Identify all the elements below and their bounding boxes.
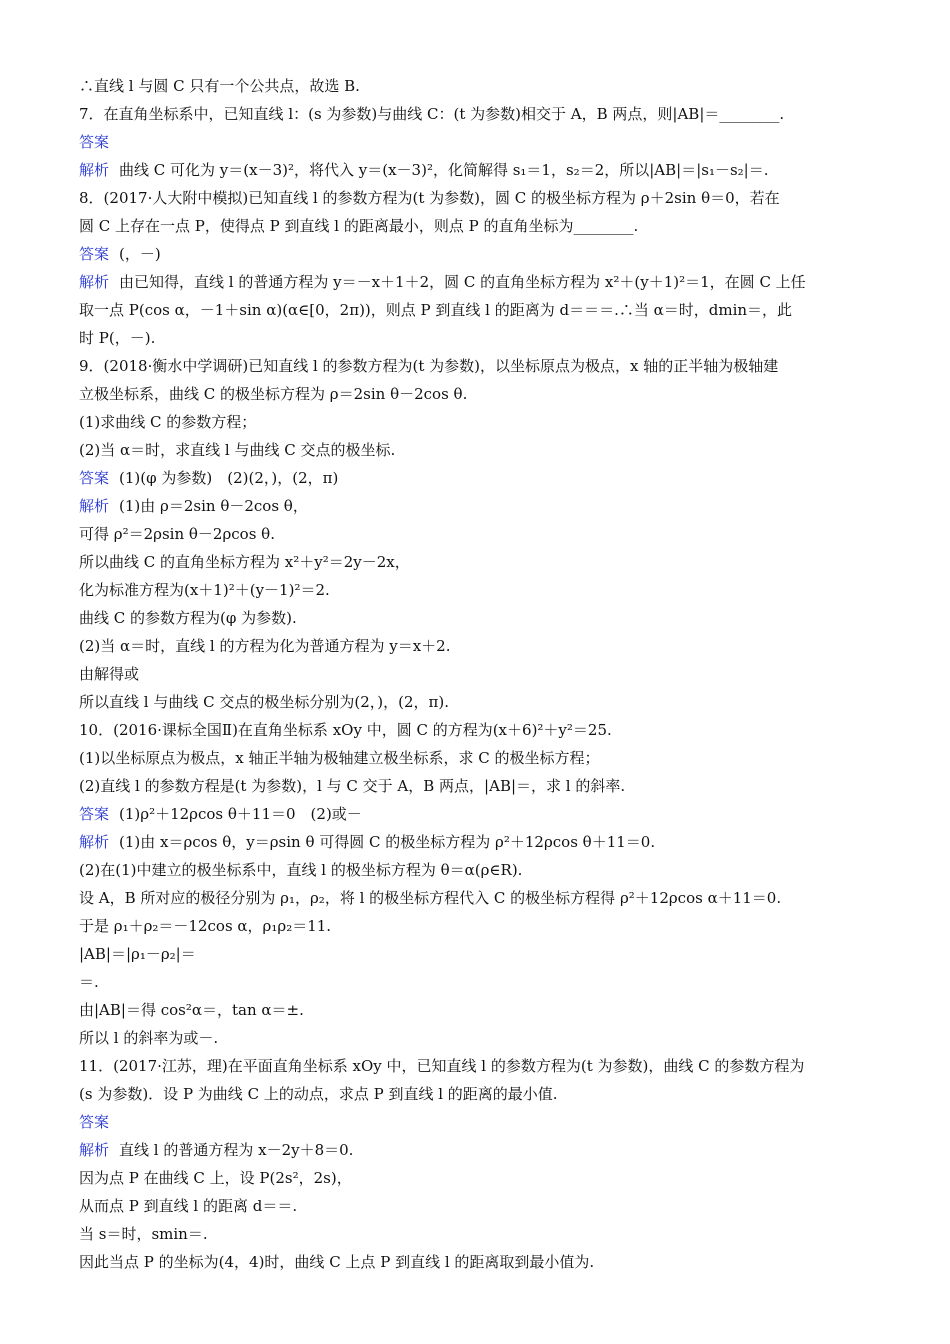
analysis-label: 解析 — [79, 273, 110, 291]
question-9: 9．(2018·衡水中学调研)已知直线 l 的参数方程为(t 为参数)，以坐标原点为极点，x 轴的正半轴为极轴建 — [79, 357, 779, 375]
text-line: 由|AB|＝得 cos²α＝，tan α＝±. — [79, 1001, 304, 1019]
text-line: (2)直线 l 的参数方程是(t 为参数)，l 与 C 交于 A，B 两点，|AB|＝，求 l 的斜率. — [79, 777, 626, 795]
text-line: 从而点 P 到直线 l 的距离 d＝＝. — [79, 1197, 298, 1215]
text-line: 于是 ρ₁＋ρ₂＝－12cos α，ρ₁ρ₂＝11. — [79, 917, 332, 935]
text-line: 因为点 P 在曲线 C 上，设 P(2s²，2s)， — [79, 1169, 352, 1187]
text-line: ∴直线 l 与圆 C 只有一个公共点，故选 B. — [79, 77, 360, 95]
question-10: 10．(2016·课标全国Ⅱ)在直角坐标系 xOy 中，圆 C 的方程为(x＋6)²＋y²＝25. — [79, 721, 612, 739]
answer-line: 答案 (1)ρ²＋12ρcos θ＋11＝0 (2)或－ — [79, 805, 362, 823]
text-line: (s 为参数)．设 P 为曲线 C 上的动点，求点 P 到直线 l 的距离的最小值. — [79, 1085, 558, 1103]
answer-line — [79, 128, 879, 156]
analysis-line: 解析 曲线 C 可化为 y＝(x－3)²，将代入 y＝(x－3)²，化简解得 s₁＝1，s₂＝2，所以|AB|＝|s₁－s₂|＝. — [79, 161, 769, 179]
text-line: 所以曲线 C 的直角坐标方程为 x²＋y²＝2y－2x， — [79, 553, 410, 571]
text-line: 因此当点 P 的坐标为(4，4)时，曲线 C 上点 P 到直线 l 的距离取到最小值为. — [79, 1253, 595, 1271]
analysis-line: 解析 (1)由 x＝ρcos θ，y＝ρsin θ 可得圆 C 的极坐标方程为 ρ²＋12ρcos θ＋11＝0. — [79, 833, 656, 851]
analysis-label: 解析 — [79, 833, 110, 851]
text-line: (1)以坐标原点为极点，x 轴正半轴为极轴建立极坐标系，求 C 的极坐标方程； — [79, 749, 600, 767]
answer-line: 答案 (，－) — [79, 245, 161, 263]
analysis-line: 解析 由已知得，直线 l 的普通方程为 y＝－x＋1＋2，圆 C 的直角坐标方程为 x²＋(y＋1)²＝1，在圆 C 上任 — [79, 273, 806, 291]
text-line: (2)当 α＝时，直线 l 的方程为化为普通方程为 y＝x＋2. — [79, 637, 451, 655]
answer-label: 答案 — [79, 1113, 110, 1131]
answer-line — [79, 1108, 879, 1136]
analysis-label: 解析 — [79, 161, 110, 179]
text-line: 可得 ρ²＝2ρsin θ－2ρcos θ. — [79, 525, 275, 543]
answer-label: 答案 — [79, 805, 110, 823]
text-line: (2)当 α＝时，求直线 l 与曲线 C 交点的极坐标. — [79, 441, 396, 459]
text-line: 曲线 C 的参数方程为(φ 为参数). — [79, 609, 297, 627]
analysis-line: 解析 直线 l 的普通方程为 x－2y＋8＝0. — [79, 1141, 354, 1159]
text-line: (2)在(1)中建立的极坐标系中，直线 l 的极坐标方程为 θ＝α(ρ∈R). — [79, 861, 523, 879]
answer-line: 答案 (1)(φ 为参数) (2)(2，)，(2，π) — [79, 469, 339, 487]
question-7: 7．在直角坐标系中，已知直线 l：(s 为参数)与曲线 C：(t 为参数)相交于 A，B 两点，则|AB|＝________. — [79, 105, 785, 123]
answer-label: 答案 — [79, 469, 110, 487]
analysis-label: 解析 — [79, 1141, 110, 1159]
text-line: 由解得或 — [79, 665, 140, 683]
text-line: 化为标准方程为(x＋1)²＋(y－1)²＝2. — [79, 581, 330, 599]
text-line: ＝. — [79, 973, 99, 991]
question-8: 8．(2017·人大附中模拟)已知直线 l 的参数方程为(t 为参数)，圆 C 的极坐标方程为 ρ＋2sin θ＝0，若在 — [79, 189, 780, 207]
answer-label: 答案 — [79, 133, 110, 151]
text-line: 取一点 P(cos α，－1＋sin α)(α∈[0，2π))，则点 P 到直线 l 的距离为 d＝＝＝.∴当 α＝时，dmin＝，此 — [79, 301, 793, 319]
text-line: 所以直线 l 与曲线 C 交点的极坐标分别为(2，)，(2，π). — [79, 693, 449, 711]
analysis-line: 解析 (1)由 ρ＝2sin θ－2cos θ， — [79, 497, 308, 515]
question-11: 11．(2017·江苏，理)在平面直角坐标系 xOy 中，已知直线 l 的参数方程为(t 为参数)，曲线 C 的参数方程为 — [79, 1057, 805, 1075]
text-line: (1)求曲线 C 的参数方程； — [79, 413, 257, 431]
document-page — [79, 72, 879, 1276]
analysis-label: 解析 — [79, 497, 110, 515]
text-line: 立极坐标系，曲线 C 的极坐标方程为 ρ＝2sin θ－2cos θ. — [79, 385, 468, 403]
text-line: 时 P(，－). — [79, 329, 156, 347]
text-line: |AB|＝|ρ₁－ρ₂|＝ — [79, 945, 196, 963]
text-line: 当 s＝时，smin＝. — [79, 1225, 208, 1243]
text-line: 所以 l 的斜率为或－. — [79, 1029, 219, 1047]
text-line: 圆 C 上存在一点 P，使得点 P 到直线 l 的距离最小，则点 P 的直角坐标为________. — [79, 217, 639, 235]
answer-label: 答案 — [79, 245, 110, 263]
text-line: 设 A，B 所对应的极径分别为 ρ₁，ρ₂，将 l 的极坐标方程代入 C 的极坐标方程得 ρ²＋12ρcos α＋11＝0. — [79, 889, 782, 907]
